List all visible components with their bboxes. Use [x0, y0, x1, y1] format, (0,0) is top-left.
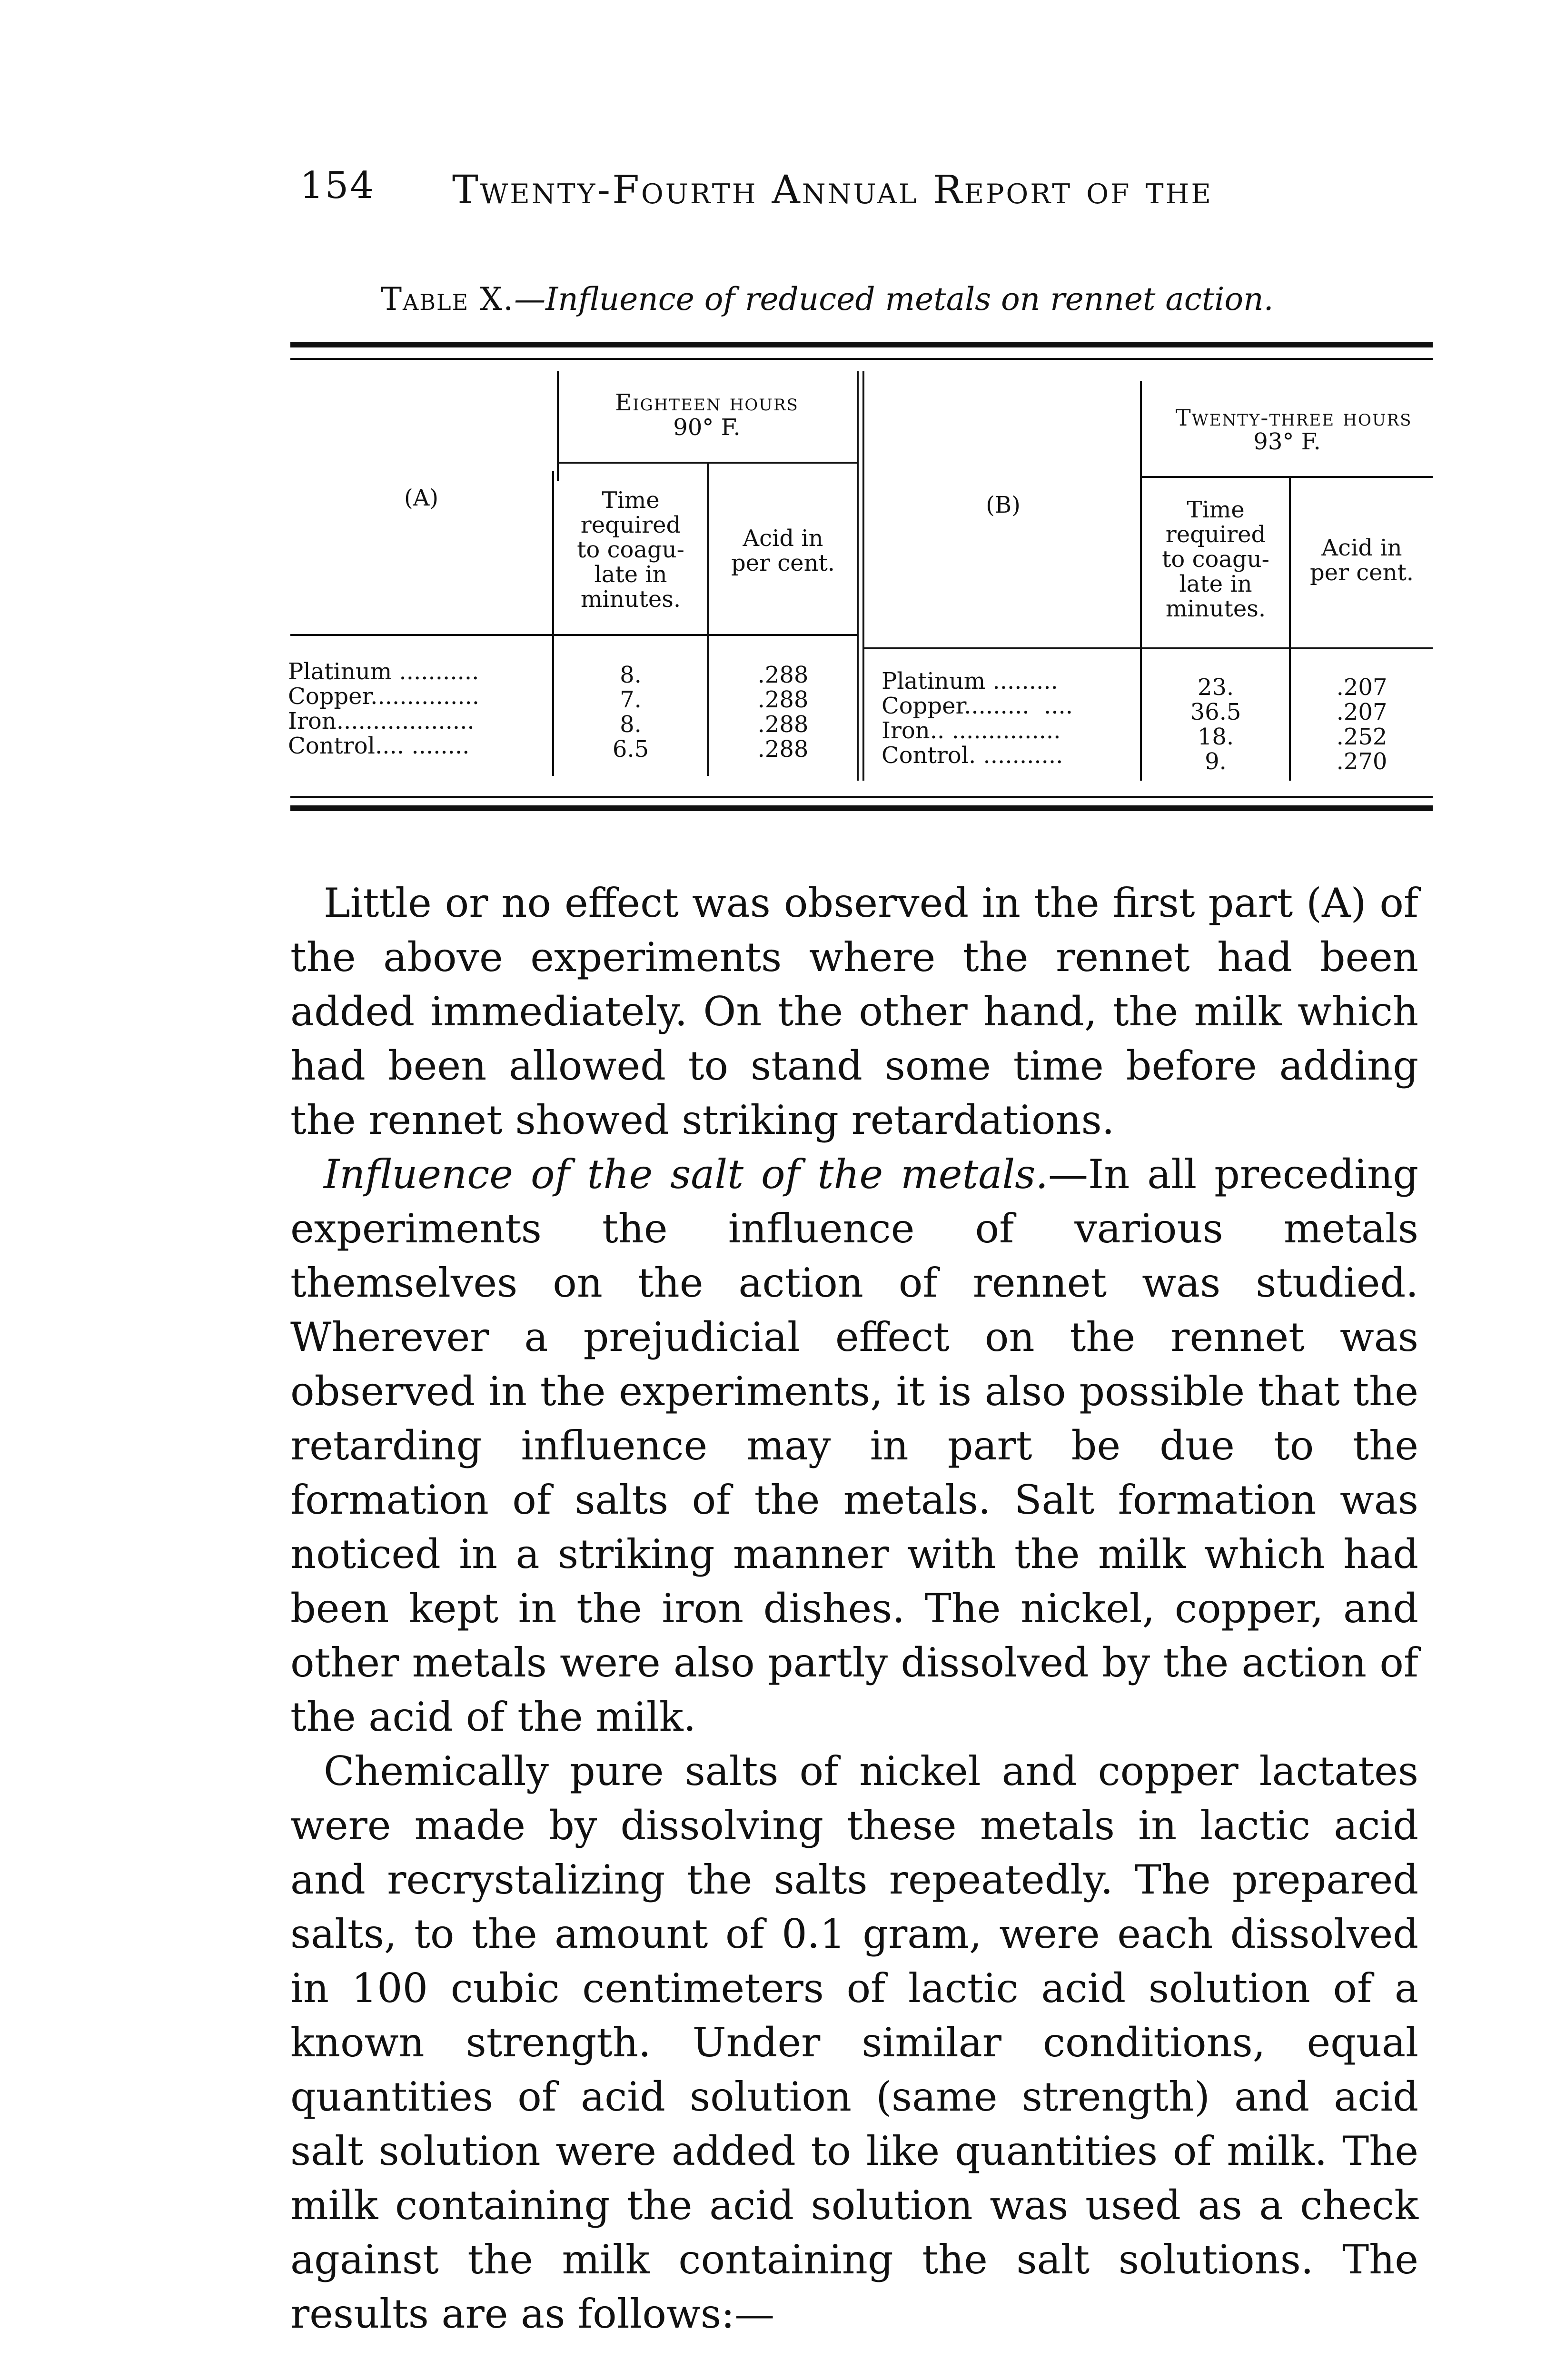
divider: [557, 371, 559, 481]
table-cell: 8.: [620, 662, 642, 688]
divider: [552, 471, 554, 776]
table-bottom-rule-thin: [290, 796, 1433, 798]
group-a-heading: Eighteen hours: [615, 389, 799, 416]
group-a-label: (A): [404, 485, 439, 511]
table-cell: 36.5: [1190, 699, 1241, 725]
table-cell: 9.: [1205, 748, 1227, 775]
table-cell: 8.: [620, 711, 642, 738]
divider: [862, 647, 1433, 649]
divider: [862, 371, 864, 781]
table-top-rule: [290, 342, 1433, 347]
paragraph: [290, 876, 1418, 1147]
header-line: late in: [1179, 571, 1252, 597]
paragraph: [290, 1147, 1418, 1744]
group-a-times: [555, 663, 707, 762]
header-line: per cent.: [731, 550, 835, 576]
group-a-time-header: [555, 488, 707, 612]
header-line: to coagu-: [577, 536, 684, 563]
table-row: Platinum .........: [882, 668, 1058, 694]
table-row: Copper......... ....: [882, 693, 1073, 719]
table-row: Control.... ........: [288, 733, 470, 759]
running-title: Twenty-Fourth Annual Report of the: [452, 168, 1213, 213]
table-cell: .207: [1336, 699, 1387, 725]
header-line: Time: [1187, 496, 1245, 523]
divider: [290, 634, 857, 636]
paragraph: [290, 1744, 1418, 2341]
table-cell: .288: [757, 686, 809, 713]
group-a-metals: [288, 659, 479, 758]
group-b-acids: [1291, 675, 1433, 774]
group-b-heading: Twenty-three hours: [1175, 405, 1412, 431]
group-b-time-header: [1142, 497, 1289, 621]
table-row: Iron...................: [288, 708, 475, 734]
table-cell: 7.: [620, 686, 642, 713]
divider: [707, 462, 709, 776]
header-line: required: [580, 512, 681, 538]
group-a-acid-header: [709, 526, 857, 575]
divider: [1140, 476, 1433, 478]
table-row: Copper...............: [288, 683, 480, 710]
group-b-metals: [882, 669, 1073, 768]
header-line: minutes.: [1165, 595, 1266, 622]
table-cell: .207: [1336, 674, 1387, 701]
table-label: Table X.: [381, 281, 515, 317]
table-cell: 18.: [1197, 724, 1234, 750]
header-line: Time: [602, 487, 660, 514]
group-b-temperature: 93° F.: [1253, 428, 1321, 455]
paragraph-text: Little or no effect was observed in the first part (A) of the above experiments where the rennet had been added immediately. On the other hand, the milk which had been allowed to stand some time before adding the rennet showed striking retardations.: [290, 880, 1418, 1143]
table-cell: .288: [757, 736, 809, 763]
header-line: Acid in: [743, 525, 823, 552]
divider: [557, 462, 857, 464]
group-b-times: [1142, 675, 1289, 774]
header-line: late in: [594, 561, 667, 588]
header-line: Acid in: [1321, 535, 1402, 561]
header-line: per cent.: [1309, 559, 1414, 586]
divider: [857, 371, 859, 781]
table-bottom-rule: [290, 805, 1433, 811]
table-row: Platinum ...........: [288, 658, 479, 685]
group-a-temperature: 90° F.: [673, 414, 741, 441]
table-row: Control. ...........: [882, 742, 1063, 769]
header-line: to coagu-: [1162, 546, 1269, 573]
body-text: [290, 876, 1418, 2341]
paragraph-text: —In all preceding experiments the influence of various metals themselves on the action of rennet was studied. Wherever a prejudicial effect on the rennet was observed in the experiments, it is also possible that the retarding influence may in part be due to the formation of salts of the metals. Salt formation was noticed in a striking manner with the milk which had been kept in the iron dishes. The nickel, copper, and other metals were also partly dissolved by the action of the acid of the milk.: [290, 1151, 1418, 1740]
table-cell: 6.5: [612, 736, 649, 763]
paragraph-lead: Influence of the salt of the metals.: [324, 1151, 1049, 1198]
header-line: minutes.: [580, 586, 681, 613]
table-cell: .252: [1336, 724, 1387, 750]
page-number: 154: [300, 164, 375, 207]
table-row: Iron.. ...............: [882, 717, 1061, 744]
table-top-rule-thin: [290, 358, 1433, 360]
table-cell: .288: [757, 662, 809, 688]
paragraph-text: Chemically pure salts of nickel and copper lactates were made by dissolving these metals in lactic acid and recrystalizing the salts repeatedly. The prepared salts, to the amount of 0.1 gram, were each dissolved in 100 cubic centimeters of lactic acid solution of a known strength. Under similar conditions, equal quantities of acid solution (same strength) and acid salt solution were added to like quantities of milk. The milk containing the acid solution was used as a check against the milk containing the salt solutions. The results are as follows:—: [290, 1748, 1418, 2337]
header-line: required: [1165, 521, 1266, 548]
group-a-acids: [709, 663, 857, 762]
table-cell: 23.: [1197, 674, 1234, 701]
table-cell: .288: [757, 711, 809, 738]
table-title: —Influence of reduced metals on rennet action.: [514, 281, 1274, 317]
group-b-acid-header: [1291, 536, 1433, 585]
table-cell: .270: [1336, 748, 1387, 775]
group-b-label: (B): [986, 492, 1021, 518]
table-caption: [381, 281, 1274, 317]
